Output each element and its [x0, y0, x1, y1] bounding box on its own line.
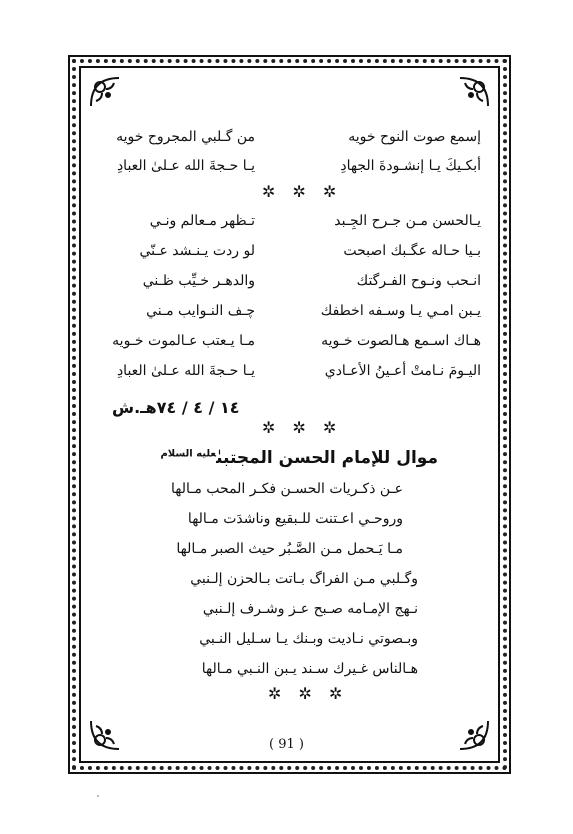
star-separator-icon: ✲ ✲ ✲ — [262, 182, 343, 201]
verse-left: تـظهر مـعالم ونـي — [149, 213, 255, 229]
mawwal-line: مـا يَـحمل مـن الصَّـبُر حيث الصبر مـالها — [176, 541, 403, 557]
verse-right: إسمع صوت النوح خويه — [348, 129, 481, 145]
verse-left: يـا حـجةَ الله عـلىٰ العبادِ — [116, 363, 255, 379]
honorific-icon: عليه السلام — [160, 448, 217, 460]
page-number: ( 91 ) — [269, 737, 304, 752]
verse-left: من گـلبي المجروح خويه — [116, 129, 255, 145]
mawwal-line: هـالناس غـيرك سـند يـبن النـبي مـالها — [201, 661, 418, 677]
poem-title-text: موال للإمام الحسن المجتبىٰ — [216, 448, 438, 468]
verse-left: يـا حـجةَ الله عـلىٰ العبادِ — [116, 158, 255, 174]
mawwal-line: وبـصوتي نـاديت وبـنك يـا سـليل النـبي — [199, 631, 418, 647]
mawwal-line: عـن ذكـريات الحسـن فكـر المحب مـالها — [170, 481, 403, 497]
scan-speck — [97, 795, 99, 797]
verse-left: چـف النـوايب مـني — [146, 303, 255, 319]
verse-right: انـحب ونـوح الفـرگتك — [356, 273, 481, 289]
date-stamp: ١٤ / ٤ / ٧٤هـ.ش — [112, 398, 240, 417]
mawwal-line: نـهج الإمـامه صـبح عـز وشـرف إلـنبي — [202, 601, 418, 617]
corner-ornament-icon — [457, 75, 491, 109]
mawwal-line: وروحـي اعـتنت للـبقيع وناشدَت مـالها — [187, 511, 403, 527]
verse-right: يـبن امـي يـا وسـفه اخطفك — [320, 303, 481, 319]
verse-right: هـاك اسـمع هـالصوت خـويه — [321, 333, 481, 349]
verse-right: بـيا حـاله عگـبك اصبحت — [343, 243, 481, 259]
corner-ornament-icon — [88, 75, 122, 109]
verse-left: والدهـر خـيِّب ظـني — [142, 273, 255, 289]
verse-left: مـا يـعتب عـالموت خـويه — [112, 333, 255, 349]
verse-right: يـالحسن مـن جـرح الجِـبد — [334, 213, 481, 229]
poem-title — [160, 448, 438, 468]
verse-left: لو ردت يـنـشد عـنّي — [139, 243, 255, 259]
verse-right: أبكـيكَ يـا إنشـودةَ الجهادِ — [340, 158, 481, 174]
mawwal-line: وگـلبي مـن الفراگ بـاتت بـالحزن إلـنبي — [190, 571, 418, 587]
star-separator-icon: ✲ ✲ ✲ — [268, 684, 349, 703]
star-separator-icon: ✲ ✲ ✲ — [262, 418, 343, 437]
verse-right: اليـومَ نـامتْ أعـينُ الأعـادي — [324, 363, 481, 379]
